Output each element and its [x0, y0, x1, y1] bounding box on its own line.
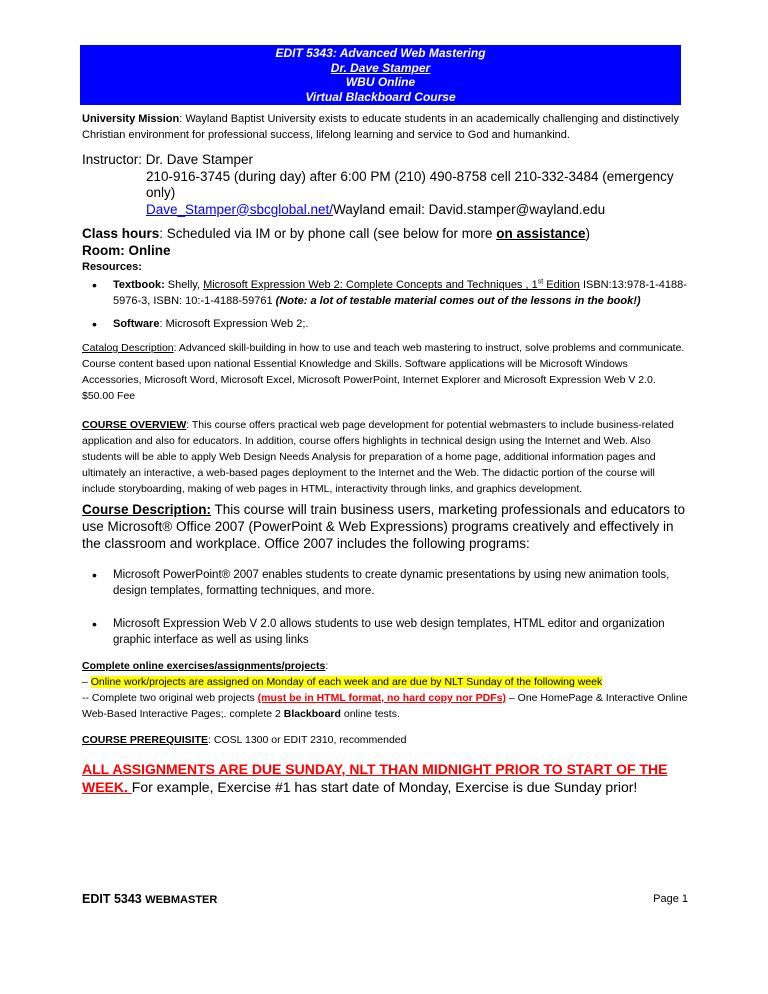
software-label: Software	[113, 318, 160, 330]
instructor-emails	[82, 202, 688, 219]
document-body	[80, 0, 690, 952]
exercises-line-1	[82, 674, 688, 690]
footer-course: EDIT 5343	[82, 892, 146, 906]
resources-list	[82, 277, 688, 332]
course-title: EDIT 5343: Advanced Web Mastering	[275, 46, 486, 60]
class-hours	[82, 226, 688, 243]
isbn: ISBN:13:978-1-4188-5976-3, ISBN: 10:-1-4188-59761	[113, 279, 687, 307]
due-warning: ALL ASSIGNMENTS ARE DUE SUNDAY, NLT THAN MIDNIGHT PRIOR TO START OF THE WEEK.	[82, 761, 668, 795]
prerequisite-text: : COSL 1300 or EDIT 2310, recommended	[208, 734, 407, 746]
textbook-author: Shelly,	[164, 279, 204, 291]
dash: –	[82, 676, 91, 688]
footer-left	[82, 892, 217, 906]
course-type: Virtual Blackboard Course	[305, 89, 456, 104]
program-item: • Microsoft Expression Web V 2.0 allows students to use web design templates, HTML editor and organization graphic interface as well as using links	[82, 616, 688, 648]
footer-webmaster: WEBMASTER	[145, 894, 218, 906]
textbook-label: Textbook:	[113, 279, 165, 291]
email-link[interactable]: Dave_Stamper@sbcglobal.net/	[146, 201, 334, 217]
description-text: This course will train business users, marketing professionals and educators to use Microsoft® Office 2007 (PowerPoint & Web Expressions) programs creatively and effectively in the classroom and workplace. Office 2007 includes the following programs:	[82, 502, 686, 551]
title-text: Microsoft Expression Web 2: Complete Concepts and Techniques , 1	[203, 279, 538, 291]
assistance-emphasis: on assistance	[496, 226, 586, 241]
program-item: • Microsoft PowerPoint® 2007 enables students to create dynamic presentations by using new animation tools, design templates, formatting techniques, and more.	[82, 567, 688, 599]
university-mission	[82, 111, 688, 143]
mission-text: : Wayland Baptist University exists to educate students in an academically challenging and distinctively Christian environment for professional success, lifelong learning and service to God and humankind.	[82, 113, 679, 141]
exercises-heading	[82, 658, 688, 674]
textbook-note: (Note: a lot of testable material comes out of the lessons in the book!)	[275, 295, 641, 307]
textbook-item	[82, 277, 688, 309]
class-hours-label: Class hours	[82, 226, 160, 241]
page-number: Page 1	[653, 893, 688, 905]
exercises-label: Complete online exercises/assignments/projects	[82, 660, 326, 672]
tests-text: online tests.	[340, 708, 400, 720]
blackboard-text: Blackboard	[283, 708, 341, 720]
colon: :	[325, 660, 329, 672]
catalog-label: Catalog Description	[82, 342, 174, 354]
projects-text: -- Complete two original web projects	[82, 692, 258, 704]
exercises-section	[82, 658, 688, 722]
due-date-notice	[82, 760, 688, 796]
course-prerequisite	[82, 732, 688, 748]
page-footer	[82, 892, 688, 912]
room: Room: Online	[82, 242, 171, 258]
class-hours-text: : Scheduled via IM or by phone call (see below for more	[159, 226, 497, 241]
course-header-banner	[80, 45, 681, 105]
course-description	[82, 501, 688, 552]
projects-detail: – One HomePage & Interactive Online Web-Based Interactive Pages;. complete 2	[82, 692, 688, 720]
programs-list	[82, 567, 688, 648]
catalog-description	[82, 340, 688, 404]
software-text: : Microsoft Expression Web 2;.	[159, 318, 309, 330]
overview-label: COURSE OVERVIEW	[82, 419, 187, 431]
edition-sup: st	[537, 278, 544, 286]
highlighted-assignment-note: Online work/projects are assigned on Monday of each week and are due by NLT Sunday of the following week	[90, 676, 603, 688]
resources-label: Resources:	[82, 261, 142, 273]
paren: )	[585, 226, 590, 241]
exercises-line-2	[82, 690, 688, 722]
instructor-phones: 210-916-3745 (during day) after 6:00 PM (210) 490-8758 cell 210-332-3484 (emergency only)	[146, 168, 674, 200]
course-overview	[82, 417, 688, 497]
catalog-text: : Advanced skill-building in how to use and teach web mastering to instruct, solve problems and communicate. Course content based upon national Essential Knowledge and Skills. Software applications will be Microsoft Windows Accessories, Microsoft Word, Microsoft Excel, Microsoft PowerPoint, Internet Explorer and Microsoft Expression Web V 2.0. $50.00 Fee	[82, 342, 685, 402]
instructor-label: Instructor: Dr. Dave Stamper	[82, 152, 254, 167]
edition-text: Edition	[543, 279, 580, 291]
textbook-title	[203, 279, 580, 291]
program-name: WBU Online	[345, 75, 416, 89]
wayland-email: Wayland email: David.stamper@wayland.edu	[333, 201, 606, 217]
instructor-name: Dr. Dave Stamper	[330, 60, 431, 75]
prerequisite-label: COURSE PREREQUISITE	[82, 734, 209, 746]
description-label: Course Description:	[82, 502, 212, 517]
software-item	[82, 316, 688, 332]
html-format-warning: (must be in HTML format, no hard copy nor PDFs)	[257, 692, 506, 704]
overview-text: : This course offers practical web page development for potential webmasters to include business-related application and also for educators. In addition, course offers highlights in technical design using the Internet and Web. Also students will be able to apply Web Design Needs Analysis for preparation of a home page, additional information pages and ultimately an interactive, a web-based pages deployment to the Internet and the Web. The didactic portion of the course will include storyboarding, making of web pages in HTML, interactivity through links, and graphics development.	[82, 419, 674, 495]
instructor-info	[82, 152, 688, 218]
mission-label: University Mission	[82, 113, 180, 125]
due-example: For example, Exercise #1 has start date of Monday, Exercise is due Sunday prior!	[131, 779, 638, 795]
